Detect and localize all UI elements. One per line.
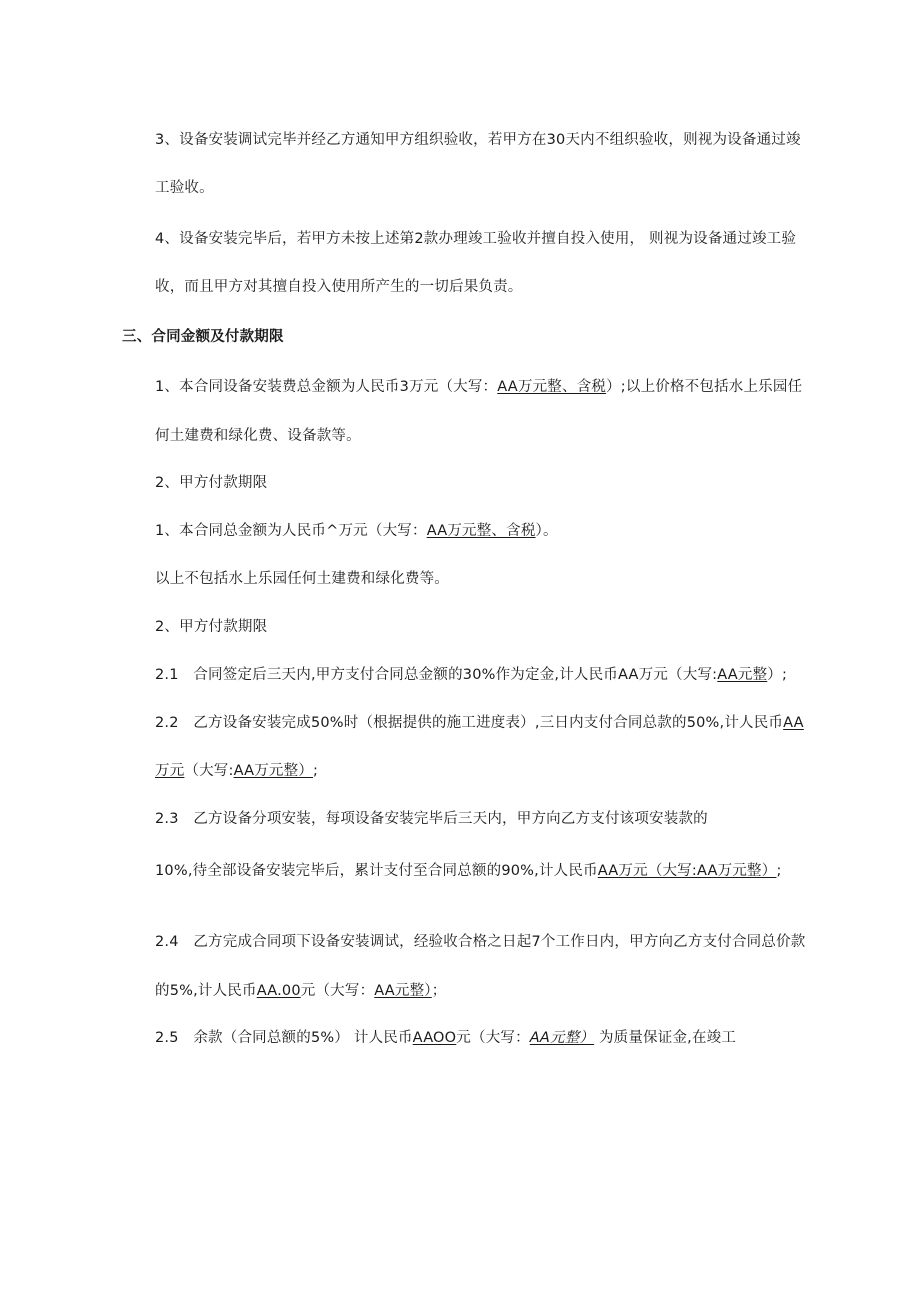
text-segment: （大写: xyxy=(184,763,234,779)
paragraph-2-1 xyxy=(155,665,787,685)
paragraph-2-5 xyxy=(155,1028,736,1048)
text-segment: 收，而且甲方对其擅自投入使用所产生的一切后果负责。 xyxy=(155,279,523,295)
paragraph-2-2-cont xyxy=(155,761,318,781)
underlined-amount: AA元整） xyxy=(374,983,432,999)
paragraph-2-2 xyxy=(155,713,804,733)
paragraph-payment-term-title xyxy=(155,473,267,493)
text-segment: 元（大写： xyxy=(300,983,375,999)
underlined-amount: AA元整） xyxy=(529,1030,595,1046)
text-segment: ）;以上价格不包括水上乐园任 xyxy=(606,379,803,395)
section-heading-contract-amount xyxy=(122,327,284,347)
text-segment: 元（大写： xyxy=(456,1030,530,1046)
text-segment: 何土建费和绿化费、设备款等。 xyxy=(155,428,361,444)
paragraph-2-3 xyxy=(155,809,708,829)
paragraph-clause-3 xyxy=(155,130,801,150)
underlined-amount: AA万元整、含税 xyxy=(426,523,536,539)
paragraph-amount-1-cont xyxy=(155,426,361,446)
text-segment: ）; xyxy=(767,667,788,683)
text-segment: 以上不包括水上乐园任何土建费和绿化费等。 xyxy=(155,571,449,587)
paragraph-clause-3-cont xyxy=(155,178,214,198)
paragraph-payment-term-title-2 xyxy=(155,617,267,637)
text-segment: 2.5 余款（合同总额的5%） 计人民币 xyxy=(155,1030,413,1046)
text-segment: 的5%,计人民币 xyxy=(155,983,257,999)
underlined-amount: AA.00 xyxy=(256,983,301,999)
underlined-amount: AA万元整） xyxy=(233,763,314,779)
heading-text: 三、合同金额及付款期限 xyxy=(122,329,284,345)
paragraph-clause-4-cont xyxy=(155,277,523,297)
paragraph-total-amount xyxy=(155,521,558,541)
underlined-amount: AA元整 xyxy=(717,667,768,683)
text-segment: ; xyxy=(776,863,782,879)
text-segment: 2.4 乙方完成合同项下设备安装调试，经验收合格之日起7个工作日内，甲方向乙方支付合同总价款 xyxy=(155,934,806,950)
text-segment: 2.3 乙方设备分项安装，每项设备安装完毕后三天内，甲方向乙方支付该项安装款的 xyxy=(155,811,708,827)
text-segment: 2、甲方付款期限 xyxy=(155,619,268,635)
text-segment: ; xyxy=(313,763,319,779)
paragraph-clause-4 xyxy=(155,229,796,249)
text-segment: 10%,待全部设备安装完毕后，累计支付至合同总额的90%,计人民币 xyxy=(155,863,598,879)
underlined-amount: AA万元整、含税 xyxy=(497,379,607,395)
underlined-amount: AAOO xyxy=(412,1030,457,1046)
text-segment: 4、设备安装完毕后，若甲方未按上述第2款办理竣工验收并擅自投入使用， 则视为设备通过竣工验 xyxy=(155,231,797,247)
underlined-amount: AA xyxy=(783,715,804,731)
underlined-amount: 万元 xyxy=(155,763,185,779)
paragraph-2-4-cont xyxy=(155,981,446,1001)
text-segment: 2.1 合同签定后三天内,甲方支付合同总金额的30%作为定金,计人民币AA万元（大写: xyxy=(155,667,718,683)
paragraph-2-3-cont xyxy=(155,861,782,881)
text-segment: ； xyxy=(431,983,447,999)
paragraph-amount-1 xyxy=(155,377,802,397)
underlined-amount: AA万元（大写:AA万元整） xyxy=(597,863,777,879)
text-segment: 3、设备安装调试完毕并经乙方通知甲方组织验收，若甲方在30天内不组织验收，则视为设备通过竣 xyxy=(155,132,801,148)
text-segment: 为质量保证金,在竣工 xyxy=(594,1030,737,1046)
text-segment: 2.2 乙方设备安装完成50%时（根据提供的施工进度表）,三日内支付合同总款的50%,计人民币 xyxy=(155,715,784,731)
paragraph-2-4 xyxy=(155,932,805,952)
text-segment: 1、本合同总金额为人民币^万元（大写： xyxy=(155,523,427,539)
paragraph-exclusions xyxy=(155,569,449,589)
text-segment: ）。 xyxy=(535,523,558,539)
text-segment: 工验收。 xyxy=(155,180,214,196)
text-segment: 2、甲方付款期限 xyxy=(155,475,268,491)
text-segment: 1、本合同设备安装费总金额为人民币3万元（大写： xyxy=(155,379,498,395)
